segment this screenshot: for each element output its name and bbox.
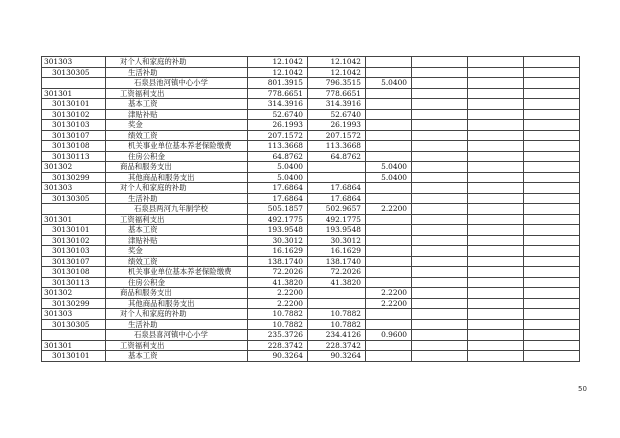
basic-expenditure-cell: 16.1629 — [308, 246, 366, 257]
subject-name-cell: 生活补助 — [106, 319, 248, 330]
subject-name-cell: 奖金 — [106, 246, 248, 257]
table-row — [42, 67, 580, 78]
empty-cell — [524, 235, 580, 246]
subject-name-cell: 工资福利支出 — [106, 340, 248, 351]
empty-cell — [524, 130, 580, 141]
basic-expenditure-cell: 778.6651 — [308, 88, 366, 99]
table-row — [42, 235, 580, 246]
project-expenditure-cell — [366, 151, 412, 162]
total-amount-cell: 5.0400 — [248, 162, 308, 173]
basic-expenditure-cell: 90.3264 — [308, 351, 366, 362]
basic-expenditure-cell: 796.3515 — [308, 78, 366, 89]
empty-cell — [412, 151, 468, 162]
basic-expenditure-cell: 113.3668 — [308, 141, 366, 152]
empty-cell — [412, 67, 468, 78]
subject-code-cell: 30130107 — [42, 256, 106, 267]
empty-cell — [412, 256, 468, 267]
table-row — [42, 351, 580, 362]
project-expenditure-cell — [366, 193, 412, 204]
subject-code-cell: 301301 — [42, 340, 106, 351]
table-row — [42, 57, 580, 68]
total-amount-cell: 72.2026 — [248, 267, 308, 278]
subject-name-cell: 机关事业单位基本养老保险缴费 — [106, 141, 248, 152]
empty-cell — [524, 288, 580, 299]
subject-code-cell: 30130102 — [42, 235, 106, 246]
table-row — [42, 88, 580, 99]
empty-cell — [468, 57, 524, 68]
project-expenditure-cell — [366, 319, 412, 330]
empty-cell — [468, 340, 524, 351]
basic-expenditure-cell — [308, 298, 366, 309]
empty-cell — [412, 141, 468, 152]
basic-expenditure-cell: 41.3820 — [308, 277, 366, 288]
subject-name-cell: 工资福利支出 — [106, 214, 248, 225]
total-amount-cell: 52.6740 — [248, 109, 308, 120]
project-expenditure-cell — [366, 183, 412, 194]
project-expenditure-cell — [366, 214, 412, 225]
subject-code-cell — [42, 78, 106, 89]
table-row — [42, 309, 580, 320]
empty-cell — [412, 183, 468, 194]
subject-name-cell: 商品和服务支出 — [106, 288, 248, 299]
table-row — [42, 151, 580, 162]
subject-name-cell: 对个人和家庭的补助 — [106, 183, 248, 194]
table-row — [42, 246, 580, 257]
empty-cell — [524, 183, 580, 194]
project-expenditure-cell — [366, 99, 412, 110]
subject-name-cell: 其他商品和服务支出 — [106, 298, 248, 309]
basic-expenditure-cell: 10.7882 — [308, 309, 366, 320]
total-amount-cell: 113.3668 — [248, 141, 308, 152]
subject-name-cell: 绩效工资 — [106, 130, 248, 141]
subject-code-cell: 30130299 — [42, 172, 106, 183]
basic-expenditure-cell: 314.3916 — [308, 99, 366, 110]
empty-cell — [412, 99, 468, 110]
table-row — [42, 78, 580, 89]
table-row — [42, 162, 580, 173]
table-row — [42, 340, 580, 351]
project-expenditure-cell — [366, 340, 412, 351]
basic-expenditure-cell: 26.1993 — [308, 120, 366, 131]
empty-cell — [524, 225, 580, 236]
empty-cell — [524, 88, 580, 99]
empty-cell — [468, 78, 524, 89]
subject-code-cell: 301303 — [42, 57, 106, 68]
subject-code-cell: 30130108 — [42, 141, 106, 152]
subject-name-cell: 机关事业单位基本养老保险缴费 — [106, 267, 248, 278]
empty-cell — [468, 172, 524, 183]
basic-expenditure-cell: 138.1740 — [308, 256, 366, 267]
project-expenditure-cell — [366, 88, 412, 99]
empty-cell — [468, 120, 524, 131]
empty-cell — [468, 193, 524, 204]
empty-cell — [412, 214, 468, 225]
empty-cell — [524, 298, 580, 309]
empty-cell — [412, 225, 468, 236]
table-row — [42, 141, 580, 152]
subject-name-cell: 基本工资 — [106, 99, 248, 110]
project-expenditure-cell — [366, 57, 412, 68]
empty-cell — [524, 162, 580, 173]
subject-name-cell: 商品和服务支出 — [106, 162, 248, 173]
empty-cell — [468, 151, 524, 162]
basic-expenditure-cell: 12.1042 — [308, 67, 366, 78]
project-expenditure-cell: 0.9600 — [366, 330, 412, 341]
subject-name-cell: 石泉县两河九年制学校 — [106, 204, 248, 215]
empty-cell — [524, 109, 580, 120]
basic-expenditure-cell — [308, 162, 366, 173]
subject-code-cell: 30130101 — [42, 225, 106, 236]
empty-cell — [412, 319, 468, 330]
empty-cell — [468, 109, 524, 120]
empty-cell — [468, 319, 524, 330]
empty-cell — [468, 277, 524, 288]
subject-code-cell: 30130102 — [42, 109, 106, 120]
empty-cell — [524, 330, 580, 341]
basic-expenditure-cell: 492.1775 — [308, 214, 366, 225]
subject-code-cell — [42, 330, 106, 341]
subject-code-cell: 30130103 — [42, 120, 106, 131]
empty-cell — [412, 162, 468, 173]
total-amount-cell: 207.1572 — [248, 130, 308, 141]
empty-cell — [524, 67, 580, 78]
basic-expenditure-cell: 12.1042 — [308, 57, 366, 68]
project-expenditure-cell: 2.2200 — [366, 288, 412, 299]
subject-code-cell: 30130299 — [42, 298, 106, 309]
empty-cell — [468, 162, 524, 173]
total-amount-cell: 17.6864 — [248, 183, 308, 194]
empty-cell — [468, 298, 524, 309]
project-expenditure-cell: 5.0400 — [366, 162, 412, 173]
empty-cell — [524, 172, 580, 183]
project-expenditure-cell: 2.2200 — [366, 204, 412, 215]
empty-cell — [524, 99, 580, 110]
empty-cell — [412, 246, 468, 257]
budget-table-sheet — [41, 56, 579, 362]
empty-cell — [412, 88, 468, 99]
subject-name-cell: 石泉县池河镇中心小学 — [106, 78, 248, 89]
total-amount-cell: 505.1857 — [248, 204, 308, 215]
empty-cell — [468, 235, 524, 246]
table-row — [42, 277, 580, 288]
subject-name-cell: 奖金 — [106, 120, 248, 131]
basic-expenditure-cell: 17.6864 — [308, 183, 366, 194]
basic-expenditure-cell — [308, 172, 366, 183]
subject-code-cell — [42, 204, 106, 215]
empty-cell — [524, 277, 580, 288]
table-row — [42, 225, 580, 236]
empty-cell — [468, 256, 524, 267]
empty-cell — [468, 351, 524, 362]
empty-cell — [412, 109, 468, 120]
empty-cell — [412, 204, 468, 215]
empty-cell — [524, 193, 580, 204]
empty-cell — [468, 214, 524, 225]
subject-name-cell: 住房公积金 — [106, 277, 248, 288]
total-amount-cell: 26.1993 — [248, 120, 308, 131]
total-amount-cell: 17.6864 — [248, 193, 308, 204]
table-row — [42, 256, 580, 267]
empty-cell — [412, 172, 468, 183]
empty-cell — [412, 330, 468, 341]
empty-cell — [524, 256, 580, 267]
total-amount-cell: 30.3012 — [248, 235, 308, 246]
empty-cell — [468, 130, 524, 141]
project-expenditure-cell — [366, 225, 412, 236]
empty-cell — [524, 57, 580, 68]
project-expenditure-cell — [366, 267, 412, 278]
basic-expenditure-cell: 72.2026 — [308, 267, 366, 278]
basic-expenditure-cell: 17.6864 — [308, 193, 366, 204]
subject-code-cell: 30130305 — [42, 193, 106, 204]
total-amount-cell: 41.3820 — [248, 277, 308, 288]
project-expenditure-cell — [366, 120, 412, 131]
total-amount-cell: 64.8762 — [248, 151, 308, 162]
subject-name-cell: 生活补助 — [106, 193, 248, 204]
table-row — [42, 120, 580, 131]
empty-cell — [468, 330, 524, 341]
budget-table-body — [42, 57, 580, 362]
subject-code-cell: 301303 — [42, 309, 106, 320]
total-amount-cell: 492.1775 — [248, 214, 308, 225]
project-expenditure-cell — [366, 351, 412, 362]
empty-cell — [412, 277, 468, 288]
total-amount-cell: 12.1042 — [248, 57, 308, 68]
empty-cell — [524, 204, 580, 215]
table-row — [42, 298, 580, 309]
subject-code-cell: 30130101 — [42, 99, 106, 110]
subject-code-cell: 30130305 — [42, 67, 106, 78]
table-row — [42, 319, 580, 330]
budget-table — [41, 56, 580, 362]
project-expenditure-cell — [366, 141, 412, 152]
basic-expenditure-cell: 64.8762 — [308, 151, 366, 162]
table-row — [42, 214, 580, 225]
empty-cell — [468, 267, 524, 278]
table-row — [42, 204, 580, 215]
total-amount-cell: 778.6651 — [248, 88, 308, 99]
basic-expenditure-cell: 10.7882 — [308, 319, 366, 330]
empty-cell — [412, 288, 468, 299]
subject-code-cell: 301302 — [42, 162, 106, 173]
subject-code-cell: 301302 — [42, 288, 106, 299]
project-expenditure-cell — [366, 130, 412, 141]
subject-name-cell: 对个人和家庭的补助 — [106, 57, 248, 68]
subject-code-cell: 30130107 — [42, 130, 106, 141]
total-amount-cell: 10.7882 — [248, 309, 308, 320]
table-row — [42, 130, 580, 141]
total-amount-cell: 235.3726 — [248, 330, 308, 341]
subject-name-cell: 住房公积金 — [106, 151, 248, 162]
total-amount-cell: 12.1042 — [248, 67, 308, 78]
empty-cell — [412, 235, 468, 246]
empty-cell — [524, 214, 580, 225]
empty-cell — [468, 183, 524, 194]
empty-cell — [524, 267, 580, 278]
empty-cell — [524, 78, 580, 89]
subject-code-cell: 30130103 — [42, 246, 106, 257]
total-amount-cell: 314.3916 — [248, 99, 308, 110]
empty-cell — [468, 225, 524, 236]
project-expenditure-cell — [366, 67, 412, 78]
basic-expenditure-cell — [308, 288, 366, 299]
empty-cell — [412, 130, 468, 141]
subject-code-cell: 30130113 — [42, 151, 106, 162]
empty-cell — [412, 298, 468, 309]
empty-cell — [524, 246, 580, 257]
table-row — [42, 109, 580, 120]
empty-cell — [524, 319, 580, 330]
empty-cell — [468, 246, 524, 257]
empty-cell — [468, 67, 524, 78]
empty-cell — [412, 267, 468, 278]
empty-cell — [524, 141, 580, 152]
subject-code-cell: 30130108 — [42, 267, 106, 278]
project-expenditure-cell: 5.0400 — [366, 172, 412, 183]
subject-code-cell: 30130113 — [42, 277, 106, 288]
total-amount-cell: 801.3915 — [248, 78, 308, 89]
project-expenditure-cell — [366, 256, 412, 267]
subject-name-cell: 津贴补贴 — [106, 235, 248, 246]
subject-name-cell: 绩效工资 — [106, 256, 248, 267]
subject-code-cell: 301301 — [42, 214, 106, 225]
subject-name-cell: 基本工资 — [106, 351, 248, 362]
project-expenditure-cell — [366, 309, 412, 320]
table-row — [42, 172, 580, 183]
subject-name-cell: 生活补助 — [106, 67, 248, 78]
empty-cell — [524, 340, 580, 351]
subject-name-cell: 其他商品和服务支出 — [106, 172, 248, 183]
basic-expenditure-cell: 193.9548 — [308, 225, 366, 236]
project-expenditure-cell: 5.0400 — [366, 78, 412, 89]
empty-cell — [468, 99, 524, 110]
total-amount-cell: 138.1740 — [248, 256, 308, 267]
basic-expenditure-cell: 502.9657 — [308, 204, 366, 215]
project-expenditure-cell: 2.2200 — [366, 298, 412, 309]
table-row — [42, 330, 580, 341]
table-row — [42, 193, 580, 204]
project-expenditure-cell — [366, 246, 412, 257]
basic-expenditure-cell: 30.3012 — [308, 235, 366, 246]
subject-name-cell: 津贴补贴 — [106, 109, 248, 120]
project-expenditure-cell — [366, 235, 412, 246]
empty-cell — [412, 309, 468, 320]
empty-cell — [412, 57, 468, 68]
subject-name-cell: 石泉县喜河镇中心小学 — [106, 330, 248, 341]
table-row — [42, 267, 580, 278]
project-expenditure-cell — [366, 109, 412, 120]
subject-name-cell: 对个人和家庭的补助 — [106, 309, 248, 320]
total-amount-cell: 5.0400 — [248, 172, 308, 183]
empty-cell — [412, 193, 468, 204]
table-row — [42, 288, 580, 299]
subject-code-cell: 301301 — [42, 88, 106, 99]
basic-expenditure-cell: 228.3742 — [308, 340, 366, 351]
total-amount-cell: 228.3742 — [248, 340, 308, 351]
empty-cell — [468, 88, 524, 99]
project-expenditure-cell — [366, 277, 412, 288]
empty-cell — [412, 340, 468, 351]
empty-cell — [412, 78, 468, 89]
empty-cell — [412, 120, 468, 131]
total-amount-cell: 2.2200 — [248, 298, 308, 309]
page-number: 50 — [578, 385, 587, 393]
basic-expenditure-cell: 52.6740 — [308, 109, 366, 120]
table-row — [42, 99, 580, 110]
total-amount-cell: 16.1629 — [248, 246, 308, 257]
subject-code-cell: 30130101 — [42, 351, 106, 362]
empty-cell — [524, 351, 580, 362]
empty-cell — [524, 151, 580, 162]
total-amount-cell: 90.3264 — [248, 351, 308, 362]
basic-expenditure-cell: 207.1572 — [308, 130, 366, 141]
empty-cell — [468, 309, 524, 320]
empty-cell — [468, 141, 524, 152]
total-amount-cell: 193.9548 — [248, 225, 308, 236]
subject-name-cell: 基本工资 — [106, 225, 248, 236]
subject-name-cell: 工资福利支出 — [106, 88, 248, 99]
table-row — [42, 183, 580, 194]
empty-cell — [524, 309, 580, 320]
basic-expenditure-cell: 234.4126 — [308, 330, 366, 341]
total-amount-cell: 10.7882 — [248, 319, 308, 330]
empty-cell — [412, 351, 468, 362]
empty-cell — [524, 120, 580, 131]
subject-code-cell: 301303 — [42, 183, 106, 194]
total-amount-cell: 2.2200 — [248, 288, 308, 299]
subject-code-cell: 30130305 — [42, 319, 106, 330]
empty-cell — [468, 288, 524, 299]
empty-cell — [468, 204, 524, 215]
